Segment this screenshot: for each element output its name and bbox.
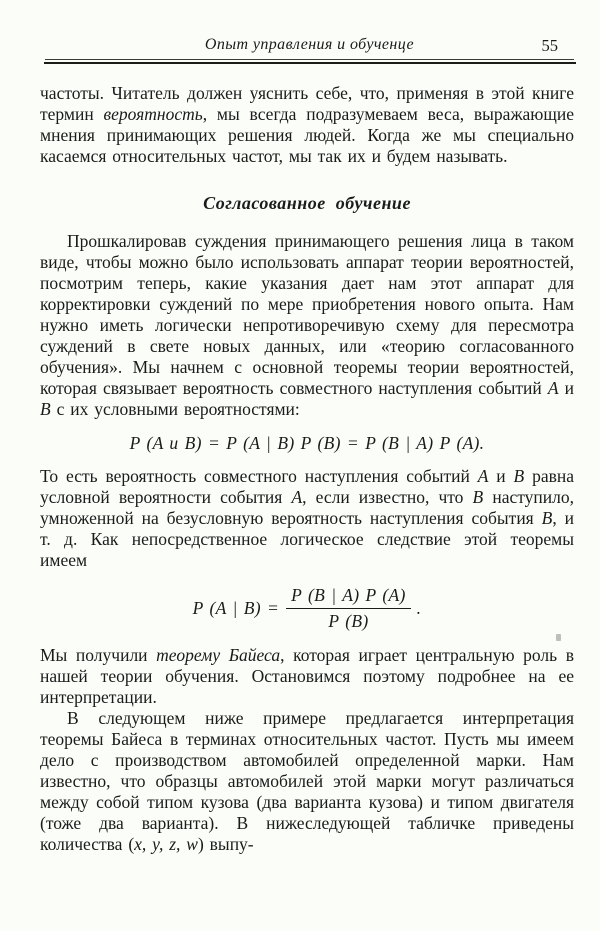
- header-rule-thin: [45, 59, 574, 60]
- header-rule: [44, 62, 576, 64]
- paragraph-text: В следующем ниже примере предлагается интерпретация теоремы Байеса в терминах относительных частот. Пусть мы имеем дело с производством автомобилей определенной марки. Нам известно, что образцы автомобилей этой марки могут различаться между собой типом кузова (два варианта кузова) и типом двигателя (тоже два варианта). В нижеследующей табличке приведены количества (: [40, 708, 574, 854]
- event-a: A: [547, 378, 559, 398]
- paragraph-bayes-theorem: [40, 645, 574, 708]
- fraction-denominator: P (B): [328, 611, 369, 631]
- paragraph-scaling-judgments: [40, 231, 574, 420]
- formula-suffix: .: [416, 598, 422, 618]
- event-a: A: [291, 487, 303, 507]
- paragraph-text: , мы всегда подразумеваем веса, выражающие мнения принимающих решения людей. Когда же мы специально касаемся относительных частот, мы так их и будем называть.: [40, 104, 574, 166]
- paragraph-text: и: [488, 466, 514, 486]
- paragraph-text: Мы получили: [40, 645, 157, 665]
- event-b: B: [472, 487, 484, 507]
- paragraph-text: и: [558, 378, 575, 398]
- section-heading: Согласованное обучение: [203, 193, 411, 213]
- paragraph-text: равна условной вероятности события: [40, 466, 574, 507]
- event-a: A: [477, 466, 489, 486]
- paragraph-frequencies: [40, 83, 574, 167]
- page-body: [40, 83, 574, 855]
- event-b: B: [40, 399, 51, 419]
- paragraph-text: Прошкалировав суждения принимающего решения лица в таком виде, чтобы можно было использовать аппарат теории вероятностей, посмотрим теперь, какие указания дает нам этот аппарат для корректировки суждений по мере приобретения нового опыта. Нам нужно иметь логически непротиворечивую схему для пересмотра суждений в свете новых данных, или «теорию согласованного обучения». Мы начнем с основной теоремы теории вероятностей, которая связывает вероятность совместного наступления событий: [40, 231, 574, 398]
- page-header: [45, 36, 574, 58]
- paragraph-text: наступило, умноженной на безусловную вероятность наступления события: [40, 487, 574, 528]
- variables-xyzw-italic: x, y, z, w: [134, 834, 198, 854]
- paragraph-joint-probability-explanation: [40, 466, 574, 571]
- page-number: 55: [541, 36, 558, 55]
- paragraph-text: с их условными вероятностями:: [50, 399, 300, 419]
- paragraph-text: ) выпу-: [197, 834, 254, 854]
- formula-bayes-theorem: [40, 585, 574, 632]
- formula-text: P (A и B) = P (A | B) P (B) = P (B | A) P (A).: [129, 433, 485, 453]
- scan-artifact: [556, 634, 561, 641]
- paragraph-text: частоты. Читатель должен уяснить себе, что, применяя в этой книге термин: [40, 83, 574, 124]
- paragraph-text: , которая играет центральную роль в нашей теории обучения. Остановимся поэтому подробнее на ее интерпретации.: [40, 645, 574, 707]
- fraction-numerator: P (B | A) P (A): [286, 585, 411, 609]
- paragraph-text: То есть вероятность совместного наступления событий: [40, 466, 478, 486]
- running-title: Опыт управления и обученце: [204, 36, 415, 53]
- formula-fraction: [286, 585, 411, 632]
- term-probability-italic: вероятность: [103, 104, 203, 124]
- event-b: B: [541, 508, 553, 528]
- formula-joint-probability: [40, 433, 574, 454]
- paragraph-car-example: [40, 708, 574, 855]
- paragraph-text: , и т. д. Как непосредственное логическое следствие этой теоремы имеем: [40, 508, 574, 570]
- formula-lhs: P (A | B) =: [192, 598, 280, 618]
- term-bayes-theorem-italic: теорему Байеса: [156, 645, 281, 665]
- event-b: B: [513, 466, 525, 486]
- paragraph-text: , если известно, что: [302, 487, 473, 507]
